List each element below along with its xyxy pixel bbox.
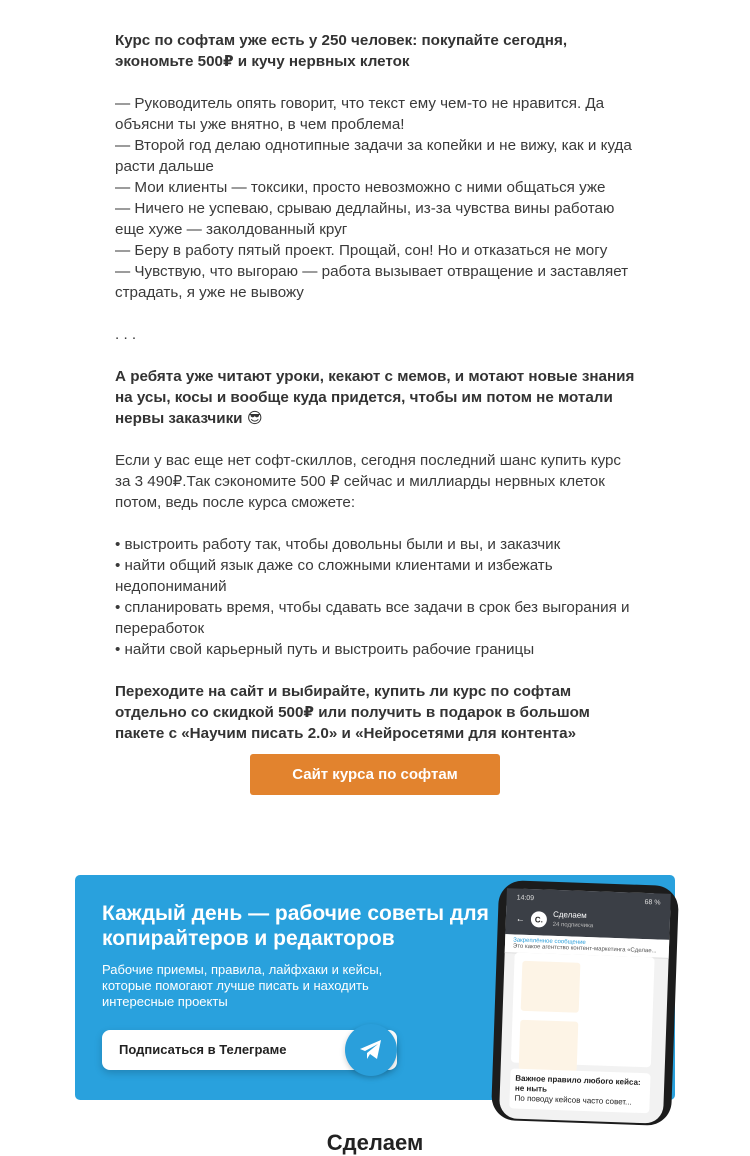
phone-mockup — [491, 880, 679, 1126]
channel-avatar: С. — [531, 911, 548, 928]
telegram-plane-icon — [345, 1024, 397, 1076]
benefit-item: • найти общий язык даже со сложными клиентами и избежать недопониманий — [115, 557, 553, 595]
complaint-item: — Ничего не успеваю, срываю дедлайны, из-за чувства вины работаю еще хуже — заколдованный круг — [115, 200, 615, 238]
channel-subscribers: 24 подписчика — [552, 921, 594, 930]
benefit-item: • найти свой карьерный путь и выстроить рабочие границы — [115, 641, 535, 658]
message-card — [519, 1020, 579, 1072]
highlight-paragraph: А ребята уже читают уроки, кекают с мемов, и мотают новые знания на усы, косы и вообще куда придется, чтобы им потом не мотали нервы заказчики 😎 — [115, 368, 635, 427]
banner-subtitle: Рабочие приемы, правила, лайфхаки и кейсы, которые помогают лучше писать и находить интересные проекты — [102, 962, 383, 1009]
subscribe-telegram-button[interactable] — [102, 1030, 397, 1070]
benefit-item: • выстроить работу так, чтобы довольны были и вы, и заказчик — [115, 536, 561, 553]
message-image — [511, 953, 655, 1068]
complaint-item: — Мои клиенты — токсики, просто невозможно с ними общаться уже — [115, 179, 606, 196]
complaint-item: — Чувствую, что выгораю — работа вызывает отвращение и заставляет страдать, я уже не вывожу — [115, 263, 629, 301]
pinned-title: Закреплённое сообщение — [513, 937, 586, 946]
benefits-list — [115, 534, 640, 660]
phone-screen — [499, 888, 671, 1124]
back-arrow-icon: ← — [515, 913, 526, 924]
footer-brand-heading: Сделаем — [326, 1130, 424, 1155]
complaint-item: — Второй год делаю однотипные задачи за копейки и не вижу, как и куда расти дальше — [115, 137, 632, 175]
benefit-item: • спланировать время, чтобы сдавать все задачи в срок без выгорания и переработок — [115, 599, 630, 637]
message-card — [521, 961, 581, 1013]
separator: . . . — [115, 326, 137, 343]
channel-name: Сделаем — [552, 909, 587, 921]
cta-container — [250, 754, 500, 795]
message-text-main: Важное правило любого кейса: не ныть — [514, 1073, 641, 1094]
complaint-item: — Руководитель опять говорит, что текст ему чем-то не нравится. Да объясни ты уже внятно, в чем проблема! — [115, 95, 605, 133]
newsletter-body — [115, 30, 640, 744]
pinned-text: Это какое агентство контент-маркетинга «Сделае... — [512, 943, 657, 955]
status-battery: 68 % — [644, 899, 661, 907]
intro-headline: Курс по софтам уже есть у 250 человек: покупайте сегодня, экономьте 500₽ и кучу нервных клеток — [115, 32, 568, 70]
telegram-header — [505, 888, 671, 940]
complaint-item: — Беру в работу пятый проект. Прощай, сон! Но и отказаться не могу — [115, 242, 608, 259]
subscribe-button-label: Подписаться в Телеграме — [119, 1042, 287, 1057]
status-time: 14:09 — [516, 894, 535, 903]
banner-title: Каждый день — рабочие советы для копирайтеров и редакторов — [102, 902, 489, 950]
channel-row — [516, 909, 661, 934]
course-site-button[interactable]: Сайт курса по софтам — [250, 754, 500, 795]
closing-paragraph: Переходите на сайт и выбирайте, купить ли курс по софтам отдельно со скидкой 500₽ или получить в подарок в большом пакете с «Научим писать 2.0» и «Нейросетями для контента» — [115, 683, 590, 742]
message-text-more: По поводу кейсов часто совет... — [514, 1093, 632, 1107]
complaints-block — [115, 93, 640, 303]
status-bar — [516, 895, 660, 907]
message-text — [509, 1068, 650, 1113]
offer-paragraph: Если у вас еще нет софт-скиллов, сегодня последний шанс купить курс за 3 490₽.Так сэкономите 500 ₽ сейчас и миллиарды нервных клеток потом, ведь после курса сможете: — [115, 452, 622, 511]
channel-info — [553, 910, 594, 931]
telegram-banner[interactable] — [75, 875, 675, 1107]
